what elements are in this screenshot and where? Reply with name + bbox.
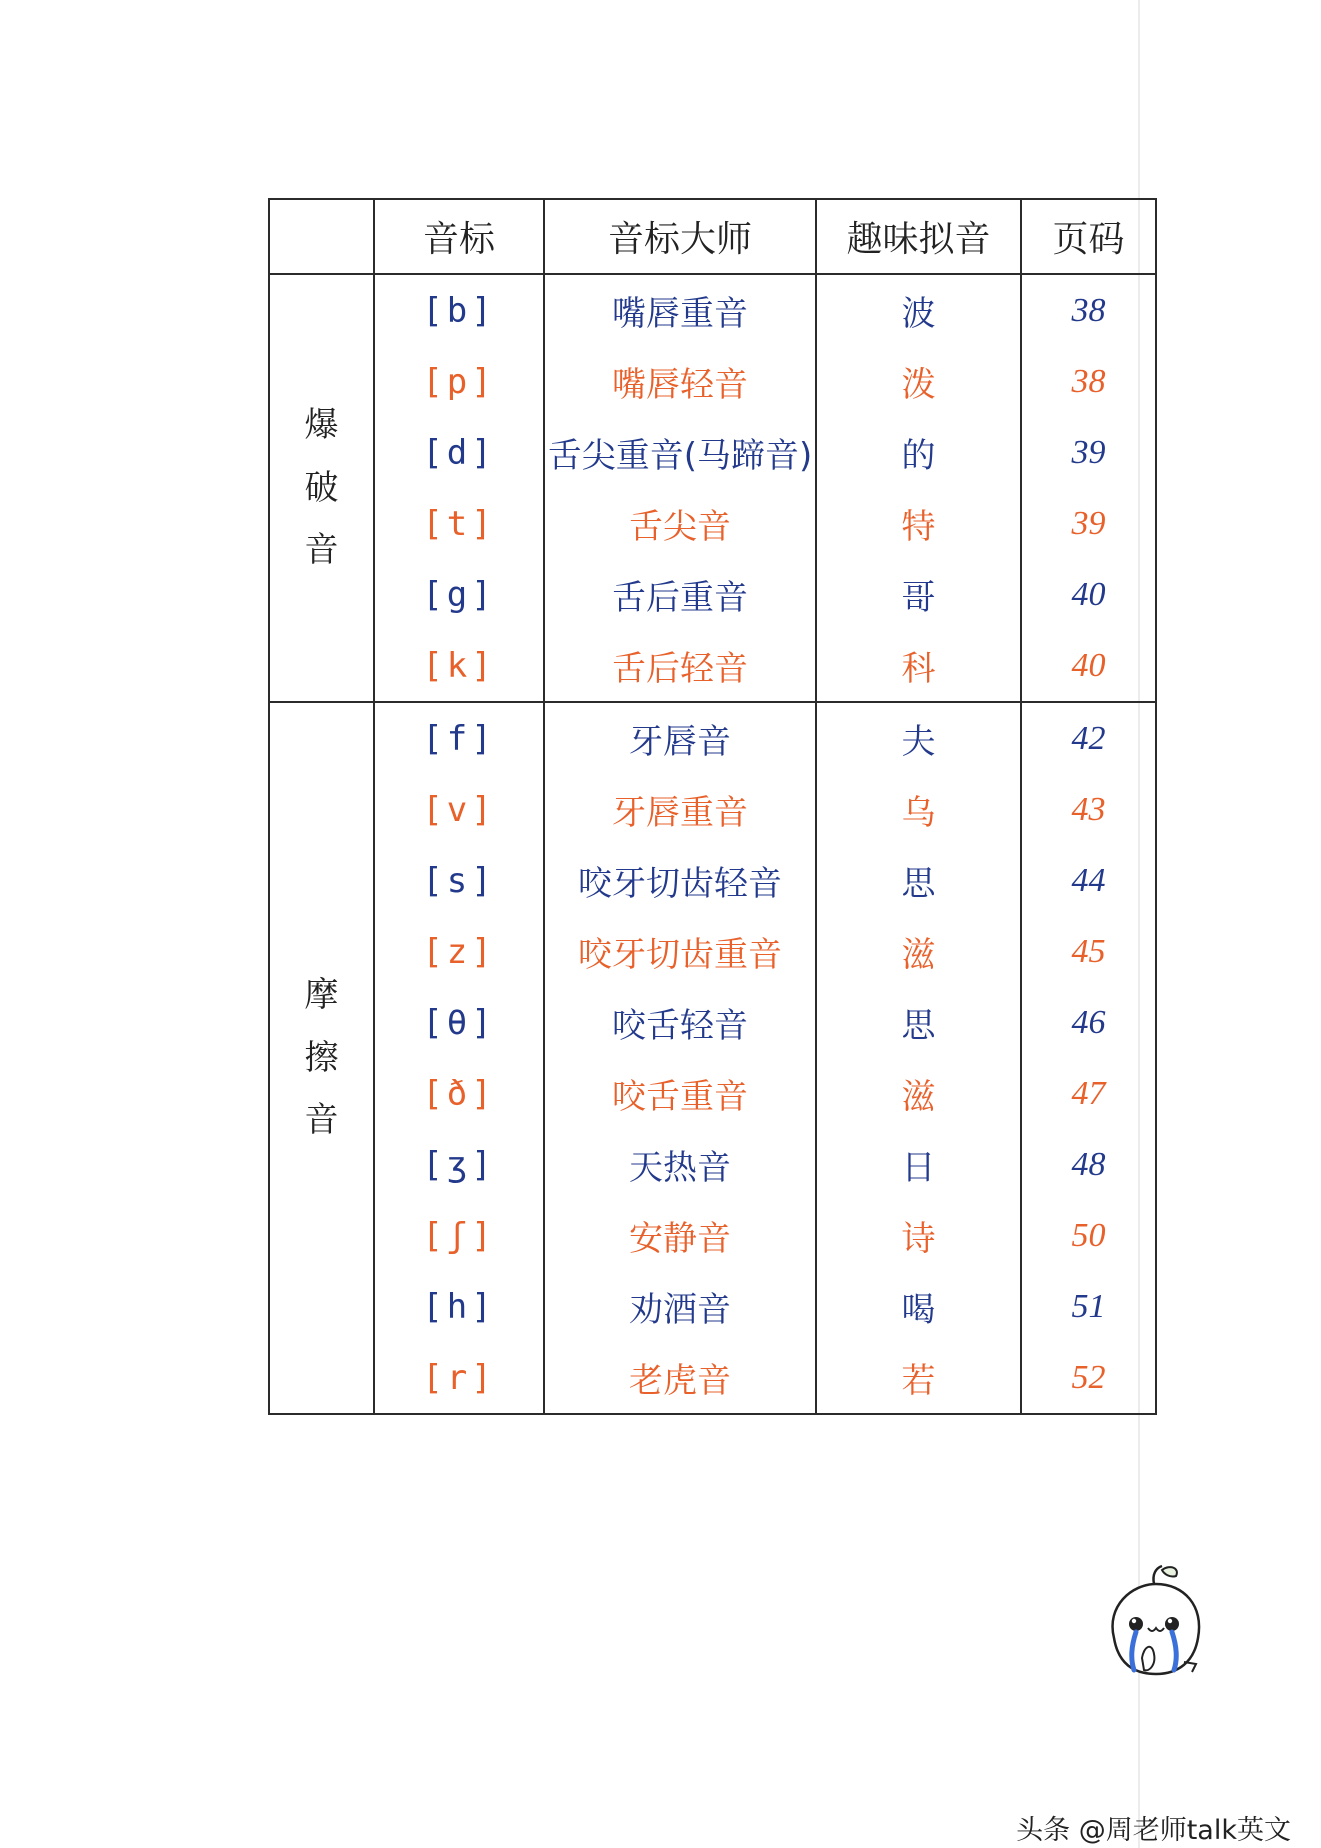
sound-cell: 喝 — [816, 1271, 1021, 1342]
table-row — [269, 559, 1156, 630]
sound-cell: 滋 — [816, 916, 1021, 987]
table-row — [269, 630, 1156, 702]
table-row — [269, 1200, 1156, 1271]
table-row — [269, 417, 1156, 488]
page-cell: 38 — [1021, 274, 1156, 346]
table-row — [269, 1271, 1156, 1342]
sound-cell: 夫 — [816, 702, 1021, 774]
sound-cell: 哥 — [816, 559, 1021, 630]
master-cell: 舌后轻音 — [544, 630, 816, 702]
sound-cell: 波 — [816, 274, 1021, 346]
master-cell: 劝酒音 — [544, 1271, 816, 1342]
symbol-cell: [ʒ] — [374, 1129, 544, 1200]
table-row — [269, 1129, 1156, 1200]
symbol-cell: [h] — [374, 1271, 544, 1342]
sound-cell: 乌 — [816, 774, 1021, 845]
table-row — [269, 987, 1156, 1058]
header-symbol: 音标 — [374, 199, 544, 274]
table-row — [269, 916, 1156, 987]
page-cell: 42 — [1021, 702, 1156, 774]
page-cell: 52 — [1021, 1342, 1156, 1414]
table-row — [269, 1342, 1156, 1414]
symbol-cell: [k] — [374, 630, 544, 702]
symbol-cell: [ð] — [374, 1058, 544, 1129]
group-label-char: 音 — [304, 530, 339, 571]
header-row — [269, 199, 1156, 274]
master-cell: 咬牙切齿重音 — [544, 916, 816, 987]
page-cell: 45 — [1021, 916, 1156, 987]
master-cell: 舌尖重音(马蹄音) — [544, 417, 816, 488]
master-cell: 天热音 — [544, 1129, 816, 1200]
symbol-cell: [g] — [374, 559, 544, 630]
table-row — [269, 845, 1156, 916]
symbol-cell: [p] — [374, 346, 544, 417]
master-cell: 安静音 — [544, 1200, 816, 1271]
page-cell: 39 — [1021, 417, 1156, 488]
table-row — [269, 702, 1156, 774]
phonics-table — [268, 198, 1157, 1415]
table-row — [269, 274, 1156, 346]
table-row — [269, 488, 1156, 559]
page-cell: 39 — [1021, 488, 1156, 559]
sound-cell: 特 — [816, 488, 1021, 559]
symbol-cell: [θ] — [374, 987, 544, 1058]
watermark: 头条 @周老师talk英文 — [1016, 1815, 1291, 1846]
page-cell: 47 — [1021, 1058, 1156, 1129]
page-cell: 51 — [1021, 1271, 1156, 1342]
symbol-cell: [r] — [374, 1342, 544, 1414]
page-cell: 48 — [1021, 1129, 1156, 1200]
sound-cell: 的 — [816, 417, 1021, 488]
table-row — [269, 774, 1156, 845]
sound-cell: 科 — [816, 630, 1021, 702]
master-cell: 嘴唇重音 — [544, 274, 816, 346]
symbol-cell: [d] — [374, 417, 544, 488]
master-cell: 老虎音 — [544, 1342, 816, 1414]
sound-cell: 滋 — [816, 1058, 1021, 1129]
table-row — [269, 346, 1156, 417]
sound-cell: 诗 — [816, 1200, 1021, 1271]
master-cell: 舌尖音 — [544, 488, 816, 559]
master-cell: 咬舌重音 — [544, 1058, 816, 1129]
group-label-char: 音 — [304, 1100, 339, 1141]
page-cell: 38 — [1021, 346, 1156, 417]
sound-cell: 泼 — [816, 346, 1021, 417]
group-label-char: 破 — [304, 467, 339, 508]
page-cell: 43 — [1021, 774, 1156, 845]
group-label-char: 摩 — [304, 974, 339, 1015]
symbol-cell: [z] — [374, 916, 544, 987]
master-cell: 牙唇音 — [544, 702, 816, 774]
page-cell: 50 — [1021, 1200, 1156, 1271]
header-master: 音标大师 — [544, 199, 816, 274]
symbol-cell: [s] — [374, 845, 544, 916]
page-cell: 40 — [1021, 630, 1156, 702]
page-cell: 40 — [1021, 559, 1156, 630]
symbol-cell: [ʃ] — [374, 1200, 544, 1271]
header-sound: 趣味拟音 — [816, 199, 1021, 274]
symbol-cell: [f] — [374, 702, 544, 774]
sound-cell: 若 — [816, 1342, 1021, 1414]
sound-cell: 思 — [816, 987, 1021, 1058]
page-cell: 44 — [1021, 845, 1156, 916]
group-label — [269, 274, 374, 702]
header-page: 页码 — [1021, 199, 1156, 274]
master-cell: 嘴唇轻音 — [544, 346, 816, 417]
master-cell: 舌后重音 — [544, 559, 816, 630]
crying-sprout-mascot-icon — [1092, 1562, 1220, 1680]
sound-cell: 思 — [816, 845, 1021, 916]
sound-cell: 日 — [816, 1129, 1021, 1200]
symbol-cell: [v] — [374, 774, 544, 845]
group-label — [269, 702, 374, 1414]
group-label-char: 爆 — [304, 404, 339, 445]
group-label-char: 擦 — [304, 1037, 339, 1078]
master-cell: 咬牙切齿轻音 — [544, 845, 816, 916]
table-row — [269, 1058, 1156, 1129]
page-cell: 46 — [1021, 987, 1156, 1058]
symbol-cell: [t] — [374, 488, 544, 559]
symbol-cell: [b] — [374, 274, 544, 346]
header-group — [269, 199, 374, 274]
master-cell: 咬舌轻音 — [544, 987, 816, 1058]
master-cell: 牙唇重音 — [544, 774, 816, 845]
